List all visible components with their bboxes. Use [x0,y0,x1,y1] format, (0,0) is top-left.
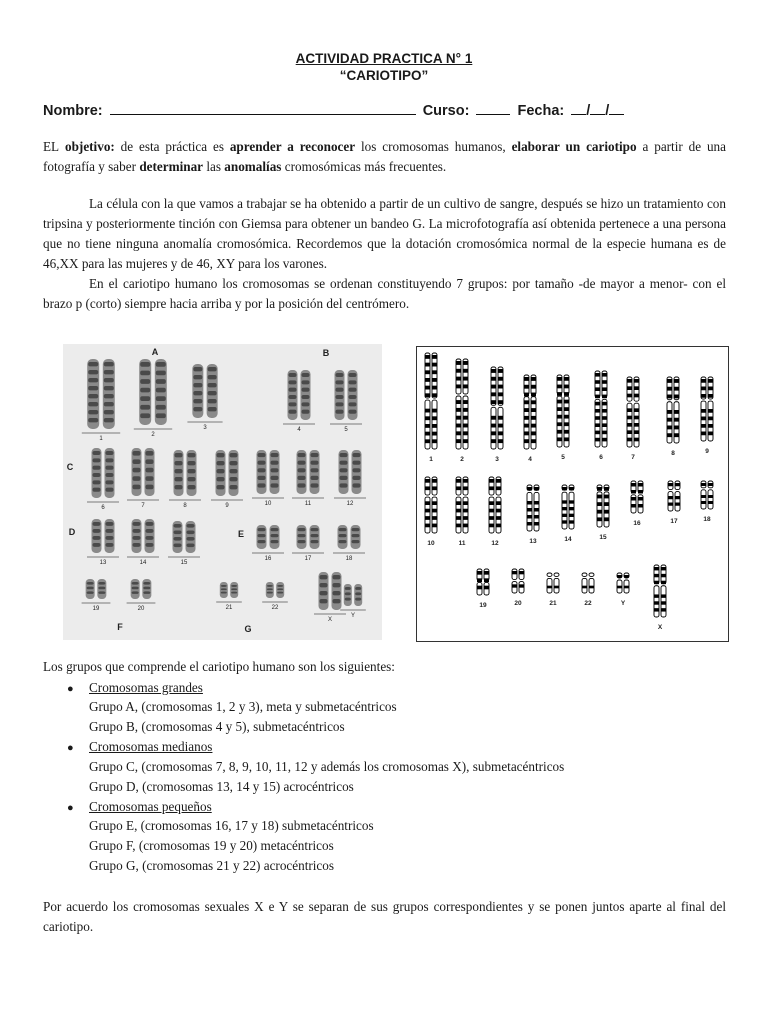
ideogram-chromosome-11 [456,477,468,533]
ideogram-label-20: 20 [514,600,522,607]
photo-chromosome-pair-5 [335,370,358,420]
karyotype-ideogram [416,346,729,642]
groups-intro: Los grupos que comprende el cariotipo humano son los siguientes: [43,659,395,674]
ideogram-label-5: 5 [561,454,565,461]
photo-chromosome-pair-4 [288,370,311,420]
category-small: ● Cromosomas pequeños [67,799,212,814]
photo-chromosome-pair-Y [344,584,362,606]
fecha-blank [571,114,586,115]
page-title: ACTIVIDAD PRACTICA N° 1 [295,51,473,66]
ideogram-label-9: 9 [705,448,709,455]
photo-chromosome-pair-22 [266,582,284,598]
photo-group-letter-G: G [244,624,252,634]
ideogram-label-15: 15 [599,534,607,541]
ideogram-label-19: 19 [479,602,487,609]
photo-chromosome-pair-13 [92,519,115,553]
photo-label-3: 3 [203,425,207,431]
group-e: Grupo E, (cromosomas 16, 17 y 18) submetacéntricos [89,818,374,833]
ideogram-chromosome-18 [701,481,713,509]
groups-order-paragraph: En el cariotipo humano los cromosomas se ordenan constituyendo 7 grupos: por tamaño -de mayor a menor- con el brazo p (corto) siempre hacia arriba y por la posición del centrómero. [43,276,726,311]
photo-label-X: X [327,617,333,623]
photo-chromosome-pair-11 [297,450,320,494]
photo-label-20: 20 [137,606,145,612]
group-c: Grupo C, (cromosomas 7, 8, 9, 10, 11, 12 y además los cromosomas X), submetacéntricos [89,759,565,774]
photo-group-letter-B: B [322,348,330,358]
ideogram-label-13: 13 [529,538,537,545]
ideogram-chromosome-2 [456,359,468,449]
karyotype-photo-image [63,344,382,640]
photo-label-21: 21 [225,605,233,611]
photo-group-letter-C: C [66,462,74,472]
ideogram-label-16: 16 [633,520,641,527]
photo-chromosome-pair-8 [174,450,197,496]
photo-label-1: 1 [99,436,103,442]
ideogram-chromosome-15 [597,485,609,527]
karyotype-photo [63,344,382,640]
ideogram-label-7: 7 [631,454,635,461]
photo-label-19: 19 [92,606,100,612]
photo-chromosome-pair-2 [139,359,167,425]
photo-label-12: 12 [346,501,354,507]
ideogram-label-2: 2 [460,456,464,463]
ideogram-label-12: 12 [491,540,499,547]
ideogram-label-8: 8 [671,450,675,457]
ideogram-chromosome-9 [701,377,713,441]
ideogram-chromosome-16 [631,481,643,513]
ideogram-chromosome-17 [668,481,680,511]
photo-group-letter-D: D [68,527,76,537]
photo-label-22: 22 [271,605,279,611]
karyotype-ideogram-image [417,347,728,641]
photo-chromosome-pair-12 [339,450,362,494]
photo-label-16: 16 [264,556,272,562]
ideogram-chromosome-5 [557,375,569,447]
photo-chromosome-pair-16 [257,525,280,549]
photo-label-9: 9 [225,503,229,509]
photo-chromosome-pair-19 [86,579,107,599]
ideogram-label-18: 18 [703,516,711,523]
student-fields: Nombre: Curso: Fecha: / / [43,103,624,119]
photo-label-18: 18 [345,556,353,562]
category-large: ● Cromosomas grandes [67,680,203,695]
photo-label-10: 10 [264,501,272,507]
photo-chromosome-pair-15 [173,521,196,553]
page-subtitle: “CARIOTIPO” [339,68,429,83]
cell-paragraph: La célula con la que vamos a trabajar se ha obtenido a partir de un cultivo de sangre, después se hizo un tratamiento con tripsina y posteriormente tinción con Giemsa para obtener un bandeo G. La microfotografía así obtenida pertenece a una persona que no tiene ninguna anomalía cromosómica. Recordemos que la dotación cromosómica normal de la especie humana es de 46,XX para las mujeres y de 46, XY para los varones. [43,196,726,271]
ideogram-chromosome-21 [547,573,559,593]
group-a: Grupo A, (cromosomas 1, 2 y 3), meta y submetacéntricos [89,699,397,714]
photo-chromosome-pair-10 [257,450,280,494]
ideogram-chromosome-6 [595,371,607,447]
photo-label-11: 11 [304,501,312,507]
category-medium: ● Cromosomas medianos [67,739,213,754]
ideogram-label-4: 4 [528,456,532,463]
ideogram-label-21: 21 [549,600,557,607]
ideogram-chromosome-20 [512,569,524,593]
photo-chromosome-pair-21 [220,582,238,598]
ideogram-chromosome-1 [425,353,437,449]
group-d: Grupo D, (cromosomas 13, 14 y 15) acrocéntricos [89,779,354,794]
photo-chromosome-pair-20 [131,579,152,599]
ideogram-label-17: 17 [670,518,678,525]
ideogram-chromosome-19 [477,569,489,595]
photo-label-4: 4 [297,427,301,433]
photo-label-15: 15 [180,560,188,566]
ideogram-label-10: 10 [427,540,435,547]
group-f: Grupo F, (cromosomas 19 y 20) metacéntricos [89,838,334,853]
ideogram-chromosome-14 [562,485,574,529]
ideogram-label-X: X [657,624,663,631]
ideogram-label-6: 6 [599,454,603,461]
ideogram-label-3: 3 [495,456,499,463]
photo-group-letter-F: F [117,622,123,632]
photo-label-14: 14 [139,560,147,566]
ideogram-chromosome-22 [582,573,594,593]
photo-chromosome-pair-7 [132,448,155,496]
curso-label: Curso: [422,103,470,119]
photo-label-Y: Y [350,613,356,619]
photo-group-letter-A: A [151,347,159,357]
ideogram-chromosome-X [654,565,666,617]
photo-chromosome-pair-X [319,572,342,610]
photo-chromosome-pair-17 [297,525,320,549]
nombre-label: Nombre: [43,103,103,119]
photo-chromosome-pair-18 [338,525,361,549]
photo-chromosome-pair-14 [132,519,155,553]
photo-chromosome-pair-6 [92,448,115,498]
ideogram-chromosome-4 [524,375,536,449]
photo-chromosome-pair-9 [216,450,239,496]
ideogram-chromosome-12 [489,477,501,533]
ideogram-chromosome-8 [667,377,679,443]
ideogram-label-11: 11 [458,540,466,547]
photo-chromosome-pair-1 [87,359,115,429]
ideogram-chromosome-3 [491,367,503,449]
photo-group-letter-E: E [237,529,245,539]
fecha-label: Fecha: [517,103,565,119]
group-b: Grupo B, (cromosomas 4 y 5), submetacéntricos [89,719,345,734]
ideogram-chromosome-Y [617,573,629,593]
photo-label-17: 17 [304,556,312,562]
photo-label-6: 6 [101,505,105,511]
ideogram-label-1: 1 [429,456,433,463]
photo-label-8: 8 [183,503,187,509]
nombre-blank [110,114,416,115]
objective-paragraph: EL objetivo: de esta práctica es aprender a reconocer los cromosomas humanos, elaborar un cariotipo a partir de una fotografía y saber determinar las anomalías cromosómicas más frecuentes. [43,139,727,174]
group-g: Grupo G, (cromosomas 21 y 22) acrocéntricos [89,858,335,873]
ideogram-label-14: 14 [564,536,572,543]
ideogram-chromosome-13 [527,485,539,531]
photo-label-13: 13 [99,560,107,566]
photo-label-5: 5 [344,427,348,433]
ideogram-chromosome-7 [627,377,639,447]
photo-chromosome-pair-3 [192,364,217,418]
sex-chromosomes-paragraph: Por acuerdo los cromosomas sexuales X e Y se separan de sus grupos correspondientes y se ponen juntos aparte al final del cariotipo. [43,899,726,934]
ideogram-label-Y: Y [620,600,626,607]
photo-label-2: 2 [151,432,155,438]
curso-blank [476,114,510,115]
photo-label-7: 7 [141,503,145,509]
ideogram-chromosome-10 [425,477,437,533]
ideogram-label-22: 22 [584,600,592,607]
